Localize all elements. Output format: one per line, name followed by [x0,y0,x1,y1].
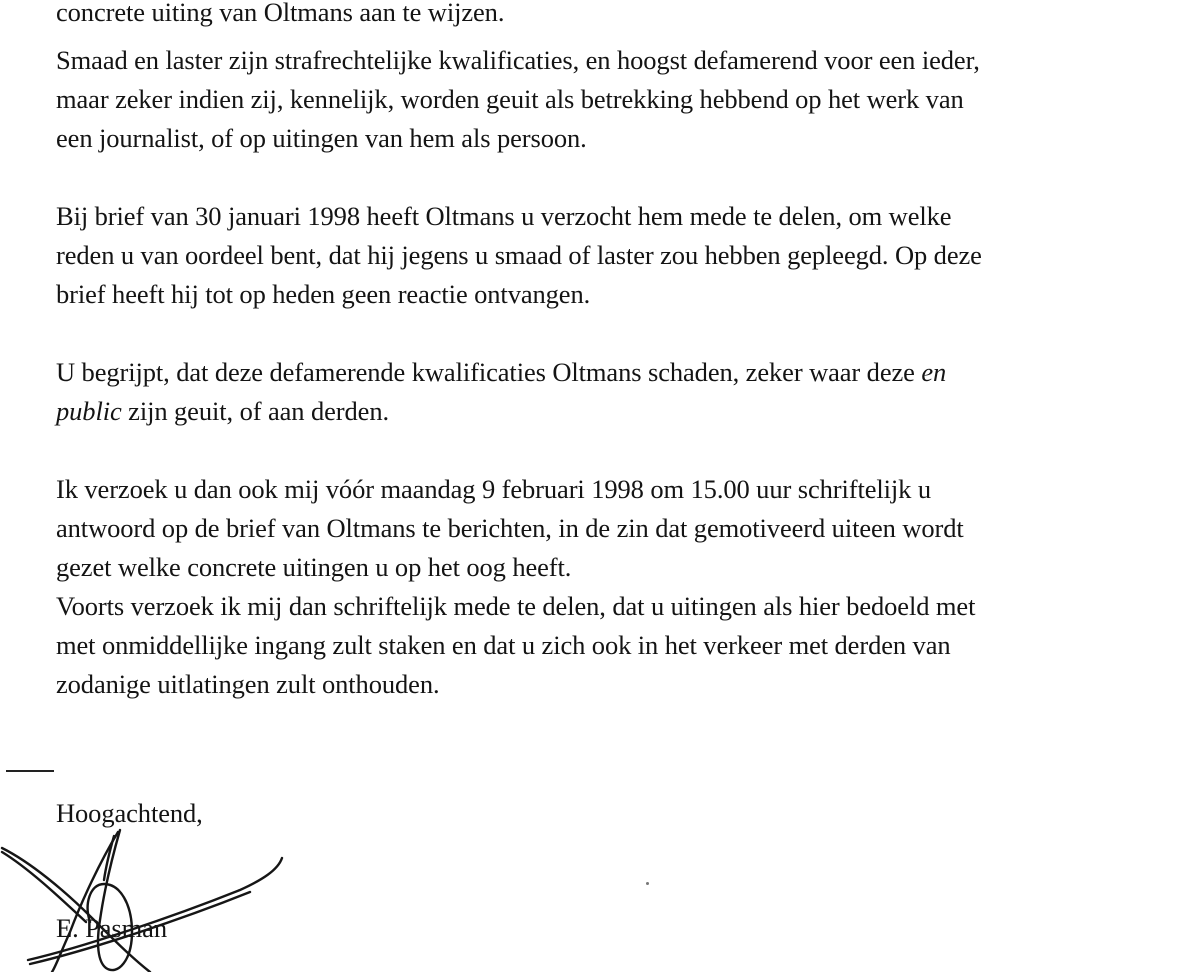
body-line: zodanige uitlatingen zult onthouden. [56,669,440,699]
body-line: Voorts verzoek ik mij dan schriftelijk mede te delen, dat u uitingen als hier bedoeld met [56,591,976,621]
body-text: zijn geuit, of aan derden. [128,396,389,426]
body-line: brief heeft hij tot op heden geen reactie ontvangen. [56,279,591,309]
body-line: gezet welke concrete uitingen u op het oog heeft. [56,552,572,582]
signatory-name: E. Pasman [56,913,167,943]
body-line: Smaad en laster zijn strafrechtelijke kwalificaties, en hoogst defamerend voor een ieder, [56,45,980,75]
body-line: maar zeker indien zij, kennelijk, worden geuit als betrekking hebbend op het werk van [56,84,964,114]
speck [646,882,649,885]
body-text: U begrijpt, dat deze defamerende kwalificaties Oltmans schaden, zeker waar deze [56,357,915,387]
body-line [56,354,946,390]
body-line: Ik verzoek u dan ook mij vóór maandag 9 februari 1998 om 15.00 uur schriftelijk u [56,474,932,504]
closing-greeting: Hoogachtend, [56,798,203,828]
body-line: reden u van oordeel bent, dat hij jegens u smaad of laster zou hebben gepleegd. Op deze [56,240,982,270]
body-line: concrete uiting van Oltmans aan te wijzen. [56,0,505,27]
handwritten-signature [0,810,290,972]
body-line: een journalist, of op uitingen van hem als persoon. [56,123,587,153]
italic-phrase: public [56,396,122,426]
body-line: met onmiddellijke ingang zult staken en dat u zich ook in het verkeer met derden van [56,630,951,660]
margin-dash [6,770,54,772]
body-line [56,393,389,429]
body-line: Bij brief van 30 januari 1998 heeft Oltmans u verzocht hem mede te delen, om welke [56,201,952,231]
body-line: antwoord op de brief van Oltmans te berichten, in de zin dat gemotiveerd uiteen wordt [56,513,964,543]
italic-phrase: en [921,357,947,387]
